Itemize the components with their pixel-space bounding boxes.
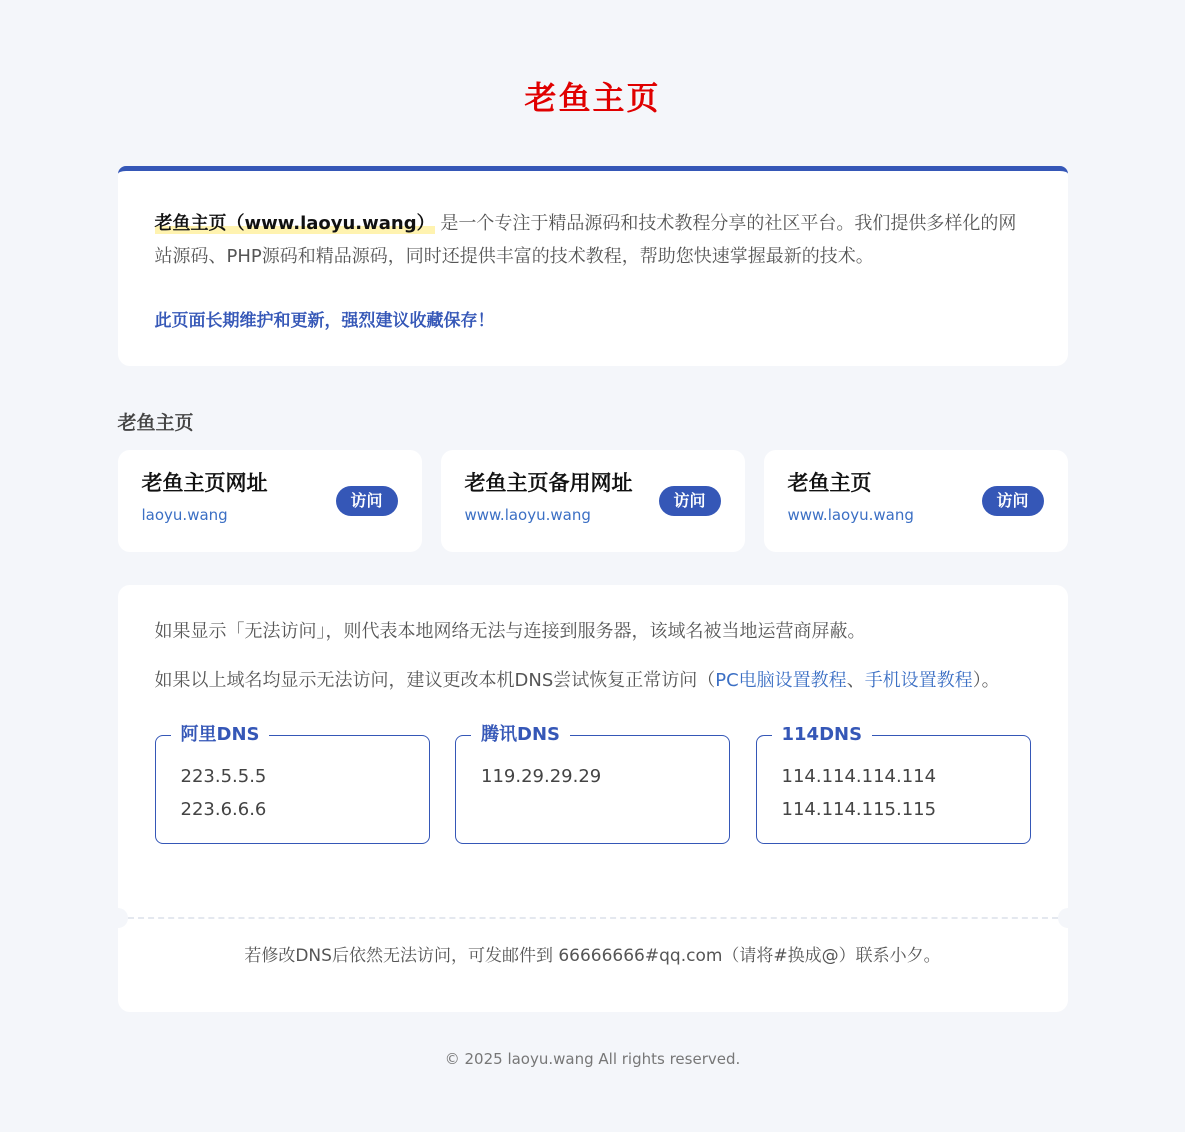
dns-line-2-suffix: ）。 [972,670,1000,691]
dns-box-114 [756,724,1031,844]
link-card-title: 老鱼主页网址 [141,471,268,495]
links-section-title: 老鱼主页 [117,412,194,434]
mobile-tutorial-link[interactable]: 手机设置教程 [864,670,973,691]
dns-info [118,585,1068,908]
intro-card [118,166,1068,366]
dns-box-name: 114DNS [772,723,873,747]
dns-line-1: 如果显示「无法访问」，则代表本地网络无法与连接到服务器，该域名被当地运营商屏蔽。 [154,621,866,642]
dns-card [118,585,1068,1012]
bookmark-notice: 此页面长期维护和更新，强烈建议收藏保存！ [154,311,495,331]
link-card-backup[interactable] [441,450,745,552]
intro-description: 是一个专注于精品源码和技术教程分享的社区平台。我们提供多样化的网站源码、PHP源码和精品源码，同时还提供丰富的技术教程，帮助您快速掌握最新的技术。 [154,213,1017,267]
link-separator: 、 [846,670,865,691]
link-card-main[interactable] [118,450,422,552]
dns-ip: 114.114.114.114 [781,766,937,787]
intro-text [155,207,1031,273]
dns-line-2-prefix: 如果以上域名均显示无法访问，建议更改本机DNS尝试恢复正常访问（ [154,670,716,691]
dns-ip: 114.114.115.115 [781,799,937,820]
visit-button[interactable]: 访问 [336,486,398,516]
dns-ip: 119.29.29.29 [481,766,602,787]
link-card-title: 老鱼主页备用网址 [464,471,633,495]
dns-box-name: 阿里DNS [171,723,270,747]
dns-line-2 [155,664,1031,697]
link-card-url[interactable]: www.laoyu.wang [464,506,591,524]
page-container [118,0,1068,1068]
link-card-title: 老鱼主页 [787,471,872,495]
link-card-url[interactable]: www.laoyu.wang [787,506,914,524]
visit-button[interactable]: 访问 [659,486,721,516]
dns-box-tencent [455,724,730,844]
pc-tutorial-link[interactable]: PC电脑设置教程 [715,670,847,691]
contact-text: 若修改DNS后依然无法访问，可发邮件到 66666666#qq.com（请将#换成@）联系小夕。 [244,946,941,966]
link-card-url[interactable]: laoyu.wang [141,506,228,524]
dns-boxes [155,724,1031,844]
divider-notch-left [108,908,128,928]
footer-copyright: © 2025 laoyu.wang All rights reserved. [444,1050,741,1068]
intro-highlight: 老鱼主页（www.laoyu.wang） [154,213,435,234]
divider-notch-right [1058,908,1078,928]
dns-ip: 223.6.6.6 [180,799,267,820]
visit-button[interactable]: 访问 [982,486,1044,516]
dashed-divider [118,908,1068,928]
links-list [118,450,1068,552]
dns-ip: 223.5.5.5 [180,766,267,787]
dns-box-ali [155,724,430,844]
link-card-home[interactable] [764,450,1068,552]
dns-box-name: 腾讯DNS [471,723,570,747]
page-title: 老鱼主页 [524,79,661,117]
dashed-line [128,917,1058,919]
